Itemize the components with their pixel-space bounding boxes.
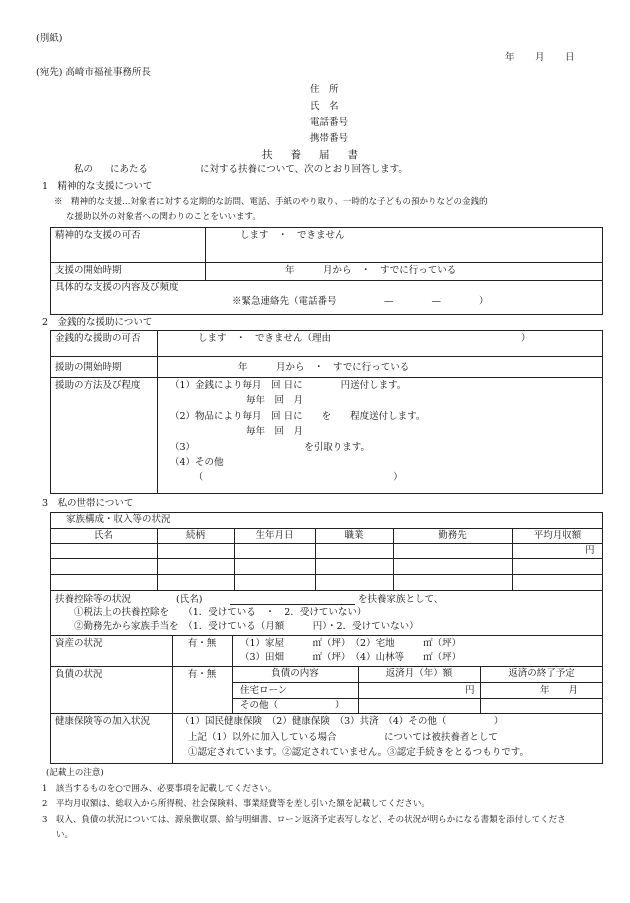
dependency-suffix: を扶養家族として、 [358,594,444,605]
support-start-field[interactable]: 年 月から ・ すでに行っている [285,265,457,276]
financial-method-label: 援助の方法及び程度 [55,380,141,391]
debt-header-amount: 返済月（年）額 [385,668,453,679]
intro-me: 私の [74,164,94,175]
insurance-status-choice[interactable]: ①認定されています。②認定されていません。③認定手続きをとるつもりです。 [188,747,529,758]
family-header-employer: 勤務先 [438,530,467,541]
method-line-1[interactable]: （1）金銭により毎月 回 日に 円送付します。 [170,380,407,391]
note-item-3-cont: い。 [56,830,74,840]
section2-heading: 2 金銭的な援助について [42,317,153,328]
method-line-3[interactable]: （2）物品により毎月 回 日に を 程度送付します。 [170,411,426,422]
method-line-7[interactable]: （ ） [170,472,403,483]
income-yen-unit: 円 [585,545,595,556]
method-line-4[interactable]: 毎年 回 月 [170,426,304,437]
date-month-label: 月 [535,52,545,63]
financial-start-label: 援助の開始時期 [55,362,122,373]
assets-yes-no[interactable]: 有・無 [187,638,217,649]
support-availability-choice[interactable]: します ・ できません [240,230,345,241]
family-header-income: 平均月収額 [533,530,582,541]
note-item-2: 2 平均月収額は、総収入から所得税、社会保険料、事業経費等を差し引いた額を記載してください。 [42,799,430,809]
debts-yes-no[interactable]: 有・無 [187,669,217,680]
debts-label: 負債の状況 [55,669,103,680]
family-header-relation: 続柄 [185,530,205,541]
support-details-label: 具体的な支援の内容及び頻度 [55,282,179,293]
insurance-dependent-text[interactable]: 上記（1）以外に加入している場合 については被扶養者として [188,732,498,743]
method-line-6[interactable]: （4）その他 [170,457,224,468]
family-allowance-choice[interactable]: ②勤務先から家族手当を （1．受けている（月額 円）・2．受けていない） [74,621,419,632]
date-day-label: 日 [565,52,575,63]
notes-heading: (記載上の注意) [46,768,104,778]
section1-note-line2: な援助以外の対象者への関わりのことをいいます。 [66,212,261,222]
addressee: (宛先) 高崎市福祉事務所長 [36,67,151,78]
emergency-contact-field[interactable]: ※緊急連絡先（電話番号 — — ） [232,296,489,307]
note-item-1: 1 該当するものを○で囲み、必要事項を記載してください。 [42,784,277,794]
assets-line-2[interactable]: （3）田畑 ㎡（坪） （4）山林等 ㎡（坪） [240,652,462,663]
intro-relation: にあたる [110,164,149,175]
dependency-label: 扶養控除等の状況 [55,594,132,605]
method-line-5[interactable]: （3） を引取ります。 [170,442,371,453]
intro-text: に対する扶養について、次のとおり回答します。 [200,164,408,175]
tax-deduction-choice[interactable]: ①税法上の扶養控除を （1．受けている ・ 2．受けていない） [74,607,367,618]
phone-label: 電話番号 [310,117,349,128]
financial-availability-choice[interactable]: します ・ できません（理由 ） [198,333,531,344]
debt-header-content: 負債の内容 [271,668,319,679]
family-header-name: 氏名 [93,530,113,541]
mobile-label: 携帯番号 [310,133,349,144]
section1-note-line1: ※ 精神的な支援…対象者に対する定期的な訪問、電話、手紙のやり取り、一時的な子どもの預かりなどの金銭的 [54,197,488,207]
section3-heading: 3 私の世帯について [42,498,134,509]
method-line-2[interactable]: 毎年 回 月 [170,395,304,406]
section1-heading: 1 精神的な支援について [42,181,153,192]
debt-mortgage-end: 年 月 [540,685,579,696]
note-item-3: 3 収入、負債の状況については、源泉徴収票、給与明細書、ローン返済予定表写しなど、その状況が明らかになる書類を添付してくださ [42,815,566,825]
support-availability-label: 精神的な支援の可否 [55,230,141,241]
dependency-name-label: (氏名) [176,594,203,605]
dependency-name-field[interactable] [230,594,355,605]
debt-mortgage-yen: 円 [465,685,475,696]
name-label: 氏 名 [310,101,339,112]
debt-header-end: 返済の終了予定 [508,668,575,679]
date-year-label: 年 [505,52,515,63]
financial-start-field[interactable]: 年 月から ・ すでに行っている [238,362,410,373]
assets-label: 資産の状況 [55,638,103,649]
family-section-label: 家族構成・収入等の状況 [66,514,171,525]
insurance-label: 健康保険等の加入状況 [55,716,151,727]
document-title: 扶養届書 [262,149,376,161]
debt-row-other[interactable]: その他（ ） [240,700,345,711]
attachment-label: (別紙) [36,33,63,44]
address-label: 住 所 [310,84,339,95]
family-header-birthdate: 生年月日 [255,530,294,541]
family-header-occupation: 職業 [344,530,364,541]
insurance-type-choice[interactable]: （1）国民健康保険 （2）健康保険 （3）共済 （4）その他（ ） [180,716,504,727]
support-start-label: 支援の開始時期 [55,265,122,276]
financial-availability-label: 金銭的な援助の可否 [55,333,141,344]
debt-row-mortgage: 住宅ローン [240,685,288,696]
assets-line-1[interactable]: （1）家屋 ㎡（坪） （2）宅地 ㎡（坪） [240,638,462,649]
